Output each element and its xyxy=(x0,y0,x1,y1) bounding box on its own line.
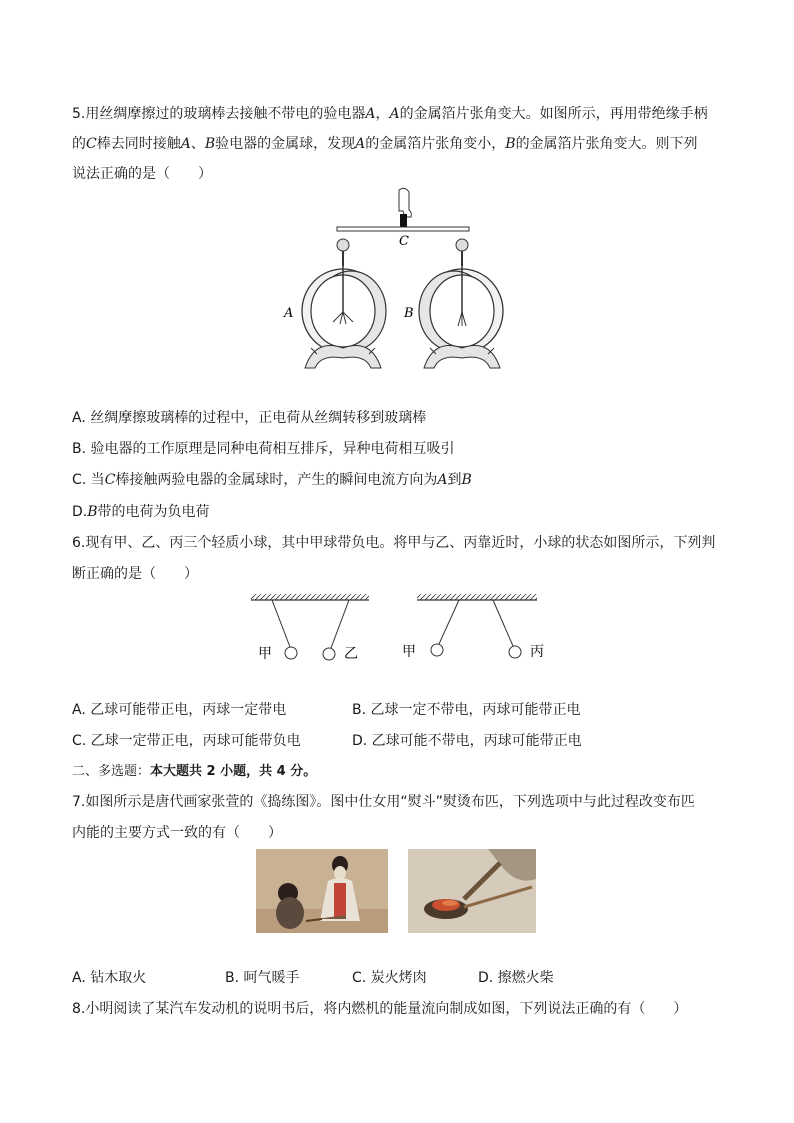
label-bing: 丙 xyxy=(530,644,544,660)
label-jia-1: 甲 xyxy=(258,646,272,662)
q5-option-b: B. 验电器的工作原理是同种电荷相互排斥，异种电荷相互吸引 xyxy=(72,441,455,457)
label-a: A xyxy=(284,306,294,321)
insulating-handle xyxy=(400,214,407,228)
q8-line-1: 8.小明阅读了某汽车发动机的说明书后，将内燃机的能量流向制成如图，下列说法正确的有（ ） xyxy=(72,1001,688,1017)
q7-line-2: 内能的主要方式一致的有（ ） xyxy=(72,825,282,841)
q6-line-2: 断正确的是（ ） xyxy=(72,566,198,582)
q5-option-c: C. 当C棒接触两验电器的金属球时，产生的瞬间电流方向为A到B xyxy=(72,472,472,488)
q7-option-b: B. 呵气暖手 xyxy=(225,970,300,986)
q5-option-d: D.B带的电荷为负电荷 xyxy=(72,504,210,520)
q7-option-c: C. 炭火烤肉 xyxy=(352,970,427,986)
q6-option-b: B. 乙球一定不带电，丙球可能带正电 xyxy=(352,702,581,718)
q5-line-2: 的C棒去同时接触A、B验电器的金属球，发现A的金属箔片张角变小，B的金属箔片张角变大。则下列 xyxy=(72,136,698,152)
hand-icon xyxy=(399,188,411,217)
label-b: B xyxy=(404,306,414,321)
q6-option-d: D. 乙球可能不带电，丙球可能带正电 xyxy=(352,733,582,749)
section-2-title: 二、多选题：本大题共 2 小题，共 4 分。 xyxy=(72,764,317,779)
q5-line-1: 5.用丝绸摩擦过的玻璃棒去接触不带电的验电器A，A的金属箔片张角变大。如图所示，再用带绝缘手柄 xyxy=(72,106,708,122)
q5-option-a: A. 丝绸摩擦玻璃棒的过程中，正电荷从丝绸转移到玻璃棒 xyxy=(72,410,427,426)
q7-option-d: D. 擦燃火柴 xyxy=(478,970,554,986)
label-yi: 乙 xyxy=(344,646,358,662)
charged-balls-figure xyxy=(245,590,545,670)
q5-line-3: 说法正确的是（ ） xyxy=(72,166,212,182)
electroscope-figure xyxy=(275,186,525,378)
label-c: C xyxy=(399,234,409,249)
iron-detail-image xyxy=(408,849,536,933)
electroscope-a xyxy=(302,239,386,368)
electroscope-b xyxy=(419,239,503,368)
q6-line-1: 6.现有甲、乙、丙三个轻质小球，其中甲球带负电。将甲与乙、丙靠近时，小球的状态如图所示，下列判 xyxy=(72,535,716,551)
metal-rod-c xyxy=(337,227,469,231)
q6-option-a: A. 乙球可能带正电，丙球一定带电 xyxy=(72,702,287,718)
q7-option-a: A. 钻木取火 xyxy=(72,970,147,986)
painting-image xyxy=(256,849,388,933)
label-jia-2: 甲 xyxy=(402,644,416,660)
q6-option-c: C. 乙球一定带正电，丙球可能带负电 xyxy=(72,733,301,749)
q7-line-1: 7.如图所示是唐代画家张萱的《捣练图》。图中仕女用“熨斗”熨烫布匹，下列选项中与此过程改变布匹 xyxy=(72,794,695,810)
